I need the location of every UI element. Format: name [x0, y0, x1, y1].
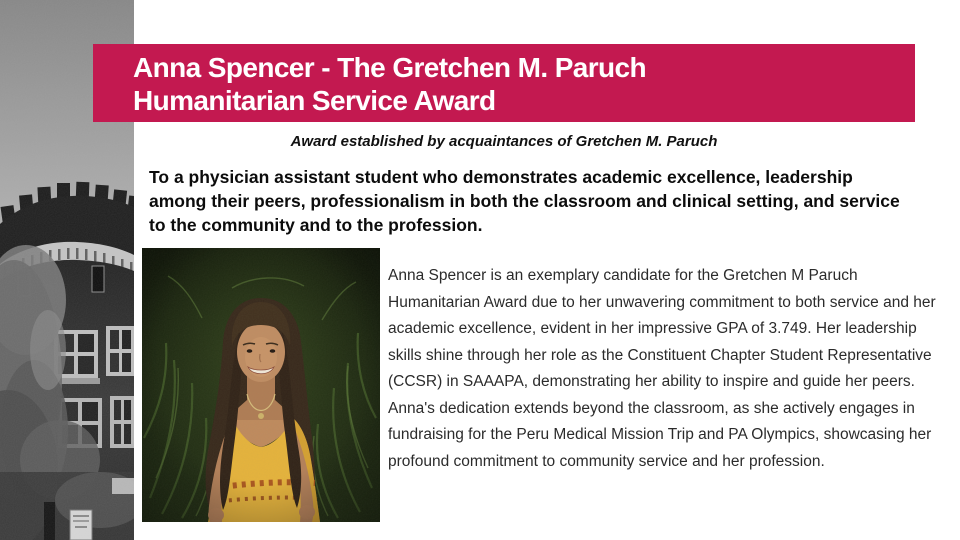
- award-criteria: To a physician assistant student who demonstrates academic excellence, leadership among their peers, professionalism in both the classroom and clinical setting, and service to the community and to the profession.: [149, 167, 900, 235]
- slide-title-line2: Humanitarian Service Award: [133, 85, 496, 116]
- award-subtitle: Award established by acquaintances of Gretchen M. Paruch: [290, 133, 718, 150]
- recipient-photo: [142, 248, 380, 522]
- slide-title-line1: Anna Spencer - The Gretchen M. Paruch: [133, 52, 647, 83]
- recipient-citation: Anna Spencer is an exemplary candidate for the Gretchen M Paruch Humanitarian Award due to her unwavering commitment to both service and her academic excellence, evident in her impressive GPA of 3.749. Her leadership skills shine through her role as the Constituent Chapter Student Representative (CCSR) in SAAAPA, demonstrating her ability to inspire and guide her peers. Anna's dedication extends beyond the classroom, as she actively engages in fundraising for the Peru Medical Mission Trip and PA Olympics, showcasing her profound commitment to community service and her profession.: [388, 267, 936, 470]
- title-banner: [93, 44, 915, 122]
